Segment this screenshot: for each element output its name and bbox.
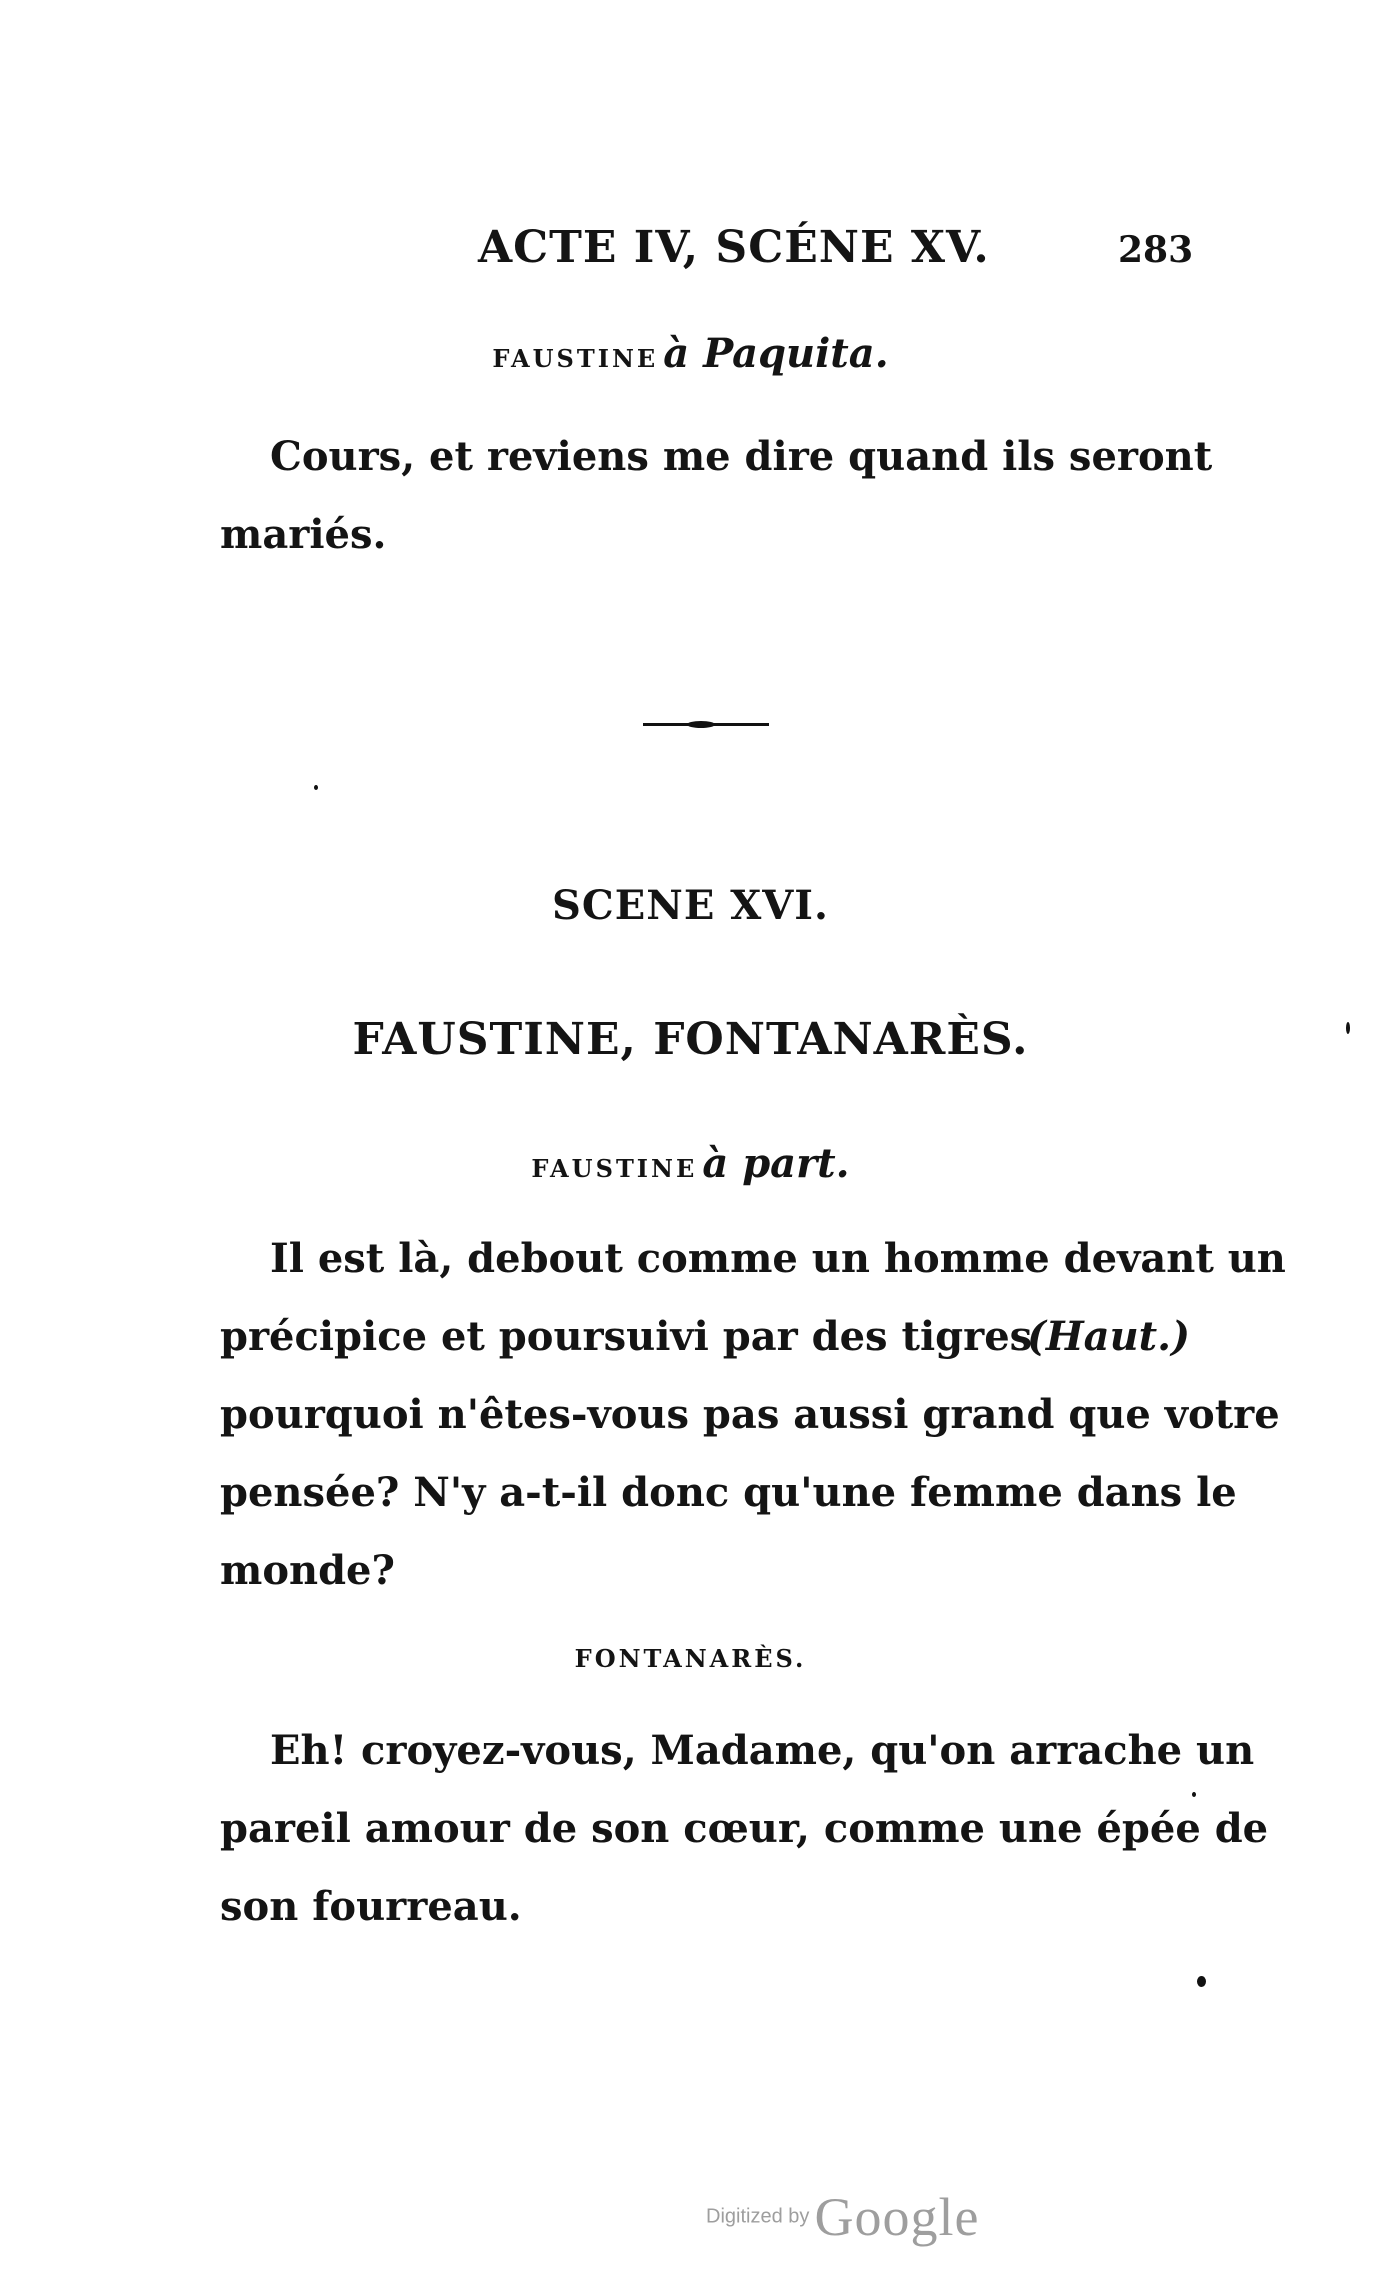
- scan-speck: [1192, 1792, 1196, 1797]
- scan-speck: [1197, 1976, 1206, 1987]
- digitized-watermark: [706, 2186, 979, 2248]
- dialogue-line: Eh! croyez-vous, Madame, qu'on arrache un: [270, 1727, 1255, 1774]
- scan-speck: [314, 785, 318, 790]
- scene-title: SCENE XVI.: [552, 882, 829, 929]
- dialogue-line: pareil amour de son cœur, comme une épée de: [220, 1805, 1269, 1852]
- speaker-name: FONTANARÈS.: [574, 1644, 807, 1673]
- dialogue-paragraph-1: [220, 418, 1213, 574]
- scan-speck: [1346, 1022, 1350, 1034]
- dialogue-paragraph-3: [220, 1712, 1269, 1946]
- dialogue-line: Il est là, debout comme un homme devant un: [270, 1235, 1286, 1282]
- page-number: 283: [1118, 229, 1194, 271]
- ornamental-divider: [643, 720, 769, 728]
- speaker-heading-faustine-2: [0, 1140, 1381, 1187]
- speaker-direction: à part.: [702, 1140, 850, 1187]
- dialogue-line: mariés.: [220, 511, 387, 558]
- running-header: ACTE IV, SCÉNE XV.: [478, 222, 990, 273]
- dialogue-line-text: précipice et poursuivi par des tigres: [220, 1313, 1033, 1360]
- dialogue-line: pensée? N'y a-t-il donc qu'une femme dans le: [220, 1469, 1237, 1516]
- watermark-prefix: Digitized by: [706, 2205, 810, 2228]
- dialogue-line: pourquoi n'êtes-vous pas aussi grand que votre: [220, 1391, 1280, 1438]
- dialogue-line: monde?: [220, 1547, 395, 1594]
- dialogue-line: son fourreau.: [220, 1883, 522, 1930]
- scene-characters: FAUSTINE, FONTANARÈS.: [352, 1014, 1029, 1065]
- dialogue-line: Cours, et reviens me dire quand ils seront: [270, 433, 1213, 480]
- speaker-direction: à Paquita.: [663, 330, 889, 377]
- speaker-name: FAUSTINE: [492, 344, 659, 373]
- dialogue-paragraph-2: [220, 1220, 1286, 1610]
- stage-direction: (Haut.): [1026, 1313, 1190, 1360]
- dialogue-line-with-direction: [220, 1298, 1190, 1376]
- speaker-heading-fontanares: [0, 1644, 1381, 1673]
- speaker-heading-faustine-1: [0, 330, 1381, 377]
- google-logo: Google: [814, 2187, 980, 2247]
- speaker-name: FAUSTINE: [531, 1154, 698, 1183]
